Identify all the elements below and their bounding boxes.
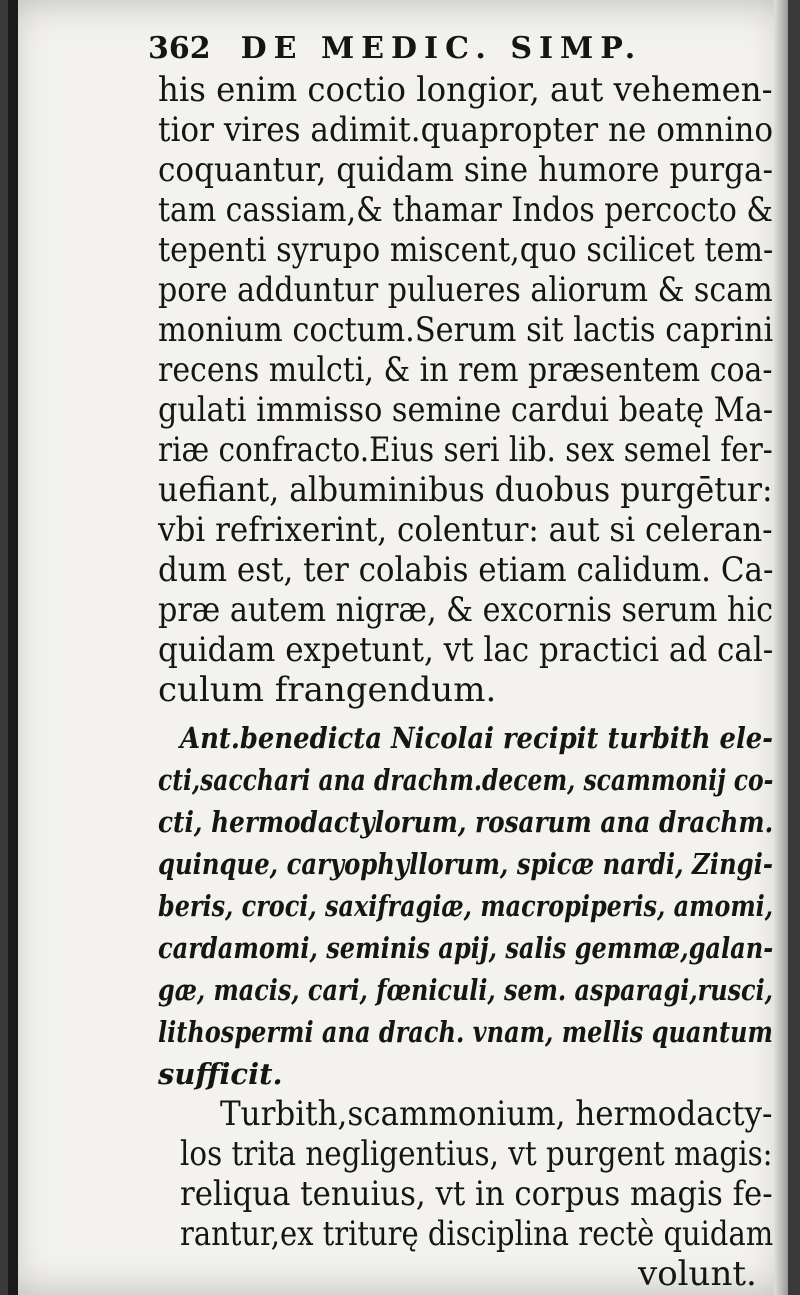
- text-line: quidam expetunt, vt lac practici ad cal-: [158, 630, 774, 670]
- text-line: gæ, macis, cari, fœniculi, sem. asparagi,rusci,: [158, 973, 773, 1007]
- text-line: cti,sacchari ana drachm.decem, scammonij co-: [158, 763, 774, 797]
- catchword: volunt.: [638, 1254, 757, 1294]
- text-line: beris, croci, saxifragiæ, macropiperis, amomi,: [158, 889, 774, 923]
- running-header: [148, 28, 708, 68]
- text-line: rantur,ex triturę disciplina rectè quidam: [180, 1214, 774, 1254]
- text-line: lithospermi ana drach. vnam, mellis quantum: [158, 1015, 773, 1049]
- text-line: reliqua tenuius, vt in corpus magis fe-: [180, 1174, 773, 1214]
- text-line: culum frangendum.: [158, 670, 497, 710]
- page-spine-shadow: [8, 0, 18, 1295]
- text-line: pore adduntur pulueres aliorum & scam: [158, 270, 773, 310]
- text-line: vbi refrixerint, colentur: aut si celeran-: [158, 510, 773, 550]
- text-line: coquantur, quidam sine humore purga-: [158, 150, 774, 190]
- text-line: his enim coctio longior, aut vehemen-: [158, 70, 773, 110]
- running-title: DE MEDIC. SIMP.: [240, 30, 643, 66]
- text-line: Turbith,scammonium, hermodacty-: [220, 1094, 773, 1134]
- book-page: [8, 0, 788, 1295]
- text-line: sufficit.: [158, 1057, 283, 1091]
- page-edge: [774, 0, 788, 1295]
- text-line: dum est, ter colabis etiam calidum. Ca-: [158, 550, 774, 590]
- text-line: Ant.benedicta Nicolai recipit turbith ele-: [180, 721, 773, 755]
- text-line: los trita negligentius, vt purgent magis:: [180, 1134, 773, 1174]
- text-line: tepenti syrupo miscent,quo scilicet tem-: [158, 230, 774, 270]
- text-line: quinque, caryophyllorum, spicæ nardi, Zingi-: [158, 847, 773, 881]
- text-line: cti, hermodactylorum, rosarum ana drachm.: [158, 805, 774, 839]
- text-line: recens mulcti, & in rem præsentem coa-: [158, 350, 773, 390]
- text-line: gulati immisso semine cardui beatę Ma-: [158, 390, 774, 430]
- text-line: uefiant, albuminibus duobus purgētur:: [158, 470, 773, 510]
- text-line: præ autem nigræ, & excornis serum hic: [158, 590, 774, 630]
- text-line: cardamomi, seminis apij, salis gemmæ,galan-: [158, 931, 774, 965]
- text-line: monium coctum.Serum sit lactis caprini: [158, 310, 774, 350]
- text-line: tam cassiam,& thamar Indos percocto &: [158, 190, 773, 230]
- page-number: 362: [148, 30, 211, 66]
- text-line: tior vires adimit.quapropter ne omnino: [158, 110, 774, 150]
- text-line: riæ confracto.Eius seri lib. sex semel fer-: [158, 430, 773, 470]
